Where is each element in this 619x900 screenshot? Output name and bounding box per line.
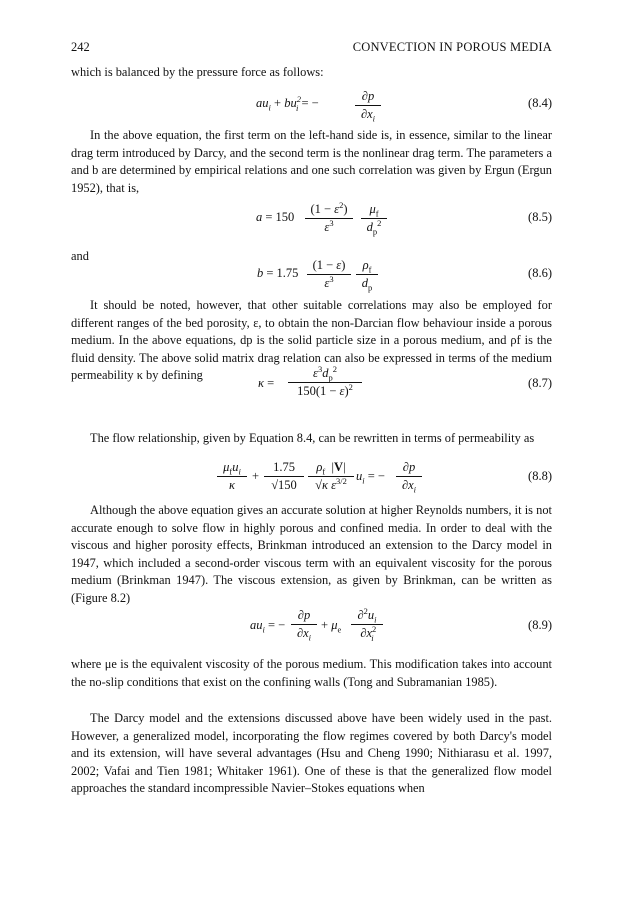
eq-8-9-visc: + $\mu_e$ [321, 618, 342, 635]
paragraph-brinkman: Although the above equation gives an accurate solution at higher Reynolds numbers, it is not accurate enough to solve flow in highly porous and confined media. In order to deal with the viscous and higher porosity effects, Brinkman introduced an extension to the Darcy model in 1947, which included a second-order viscous term with an equivalent viscosity for the porous medium (Brinkman 1947). The viscous extension, as given by Brinkman, can be written as (Figure 8.2) [71, 503, 552, 605]
paragraph-equivalent-viscosity: where μe is the equivalent viscosity of the porous medium. This modification takes into account the no-slip conditions that exist on the confining walls (Tong and Subramanian 1985). [71, 657, 552, 689]
paragraph-ergun: In the above equation, the first term on the left-hand side is, in essence, similar to the linear drag term introduced by Darcy, and the second term is the nonlinear drag term. The parameters a and b are determined by empirical relations and one such correlation was given by Ergun (Ergun 1952), that is, [71, 128, 552, 195]
equation-8-6 [71, 254, 552, 294]
paragraph-permeability: The flow relationship, given by Equation 8.4, can be rewritten in terms of permeability as [90, 431, 535, 445]
eq-8-8-fraction-3: $\frac{\rho_f |V|}{√\kappa \varepsilon^{3/2}}$ [308, 460, 354, 493]
equation-8-8 [71, 458, 552, 502]
eq-8-5-number: (8.5) [528, 210, 552, 224]
running-title: CONVECTION IN POROUS MEDIA [352, 40, 552, 54]
page-number: 242 [71, 40, 90, 54]
eq-8-9-number: (8.9) [528, 618, 552, 632]
eq-8-9-fraction-2: $\frac{\partial^2u_i}{\partial x^2_i}$ [351, 608, 383, 641]
eq-8-4-fraction: $\frac{\partial p}{\partial x_i}$ [355, 89, 381, 122]
eq-8-8-fraction-4: $\frac{\partial p}{\partial x_i}$ [396, 460, 422, 493]
paragraph-correlations: It should be noted, however, that other suitable correlations may also be employed for different ranges of the bed porosity, ε, to obtain the non-Darcian flow behaviour inside a porous medium. In the above equations, dp is the solid particle size in a porous medium, and ρf is the fluid density. The above solid matrix drag relation can also be expressed in terms of the medium permeability κ by defining [71, 298, 552, 383]
eq-8-5-fraction-a: $\frac{(1 - \varepsilon^2)}{\varepsilon^3}$ [305, 202, 353, 235]
eq-8-7-fraction: $\frac{\varepsilon^3d_p^2}{150(1 - \varepsilon)^2}$ [288, 366, 362, 399]
paragraph-intro: which is balanced by the pressure force as follows: [71, 65, 324, 79]
paragraph-and: and [71, 249, 89, 263]
eq-8-6-lhs: b = 1.75 [257, 266, 299, 280]
eq-8-6-number: (8.6) [528, 266, 552, 280]
equation-8-9 [71, 604, 552, 652]
eq-8-6-fraction-a: $\frac{(1 - \varepsilon)}{\varepsilon^3}$ [307, 258, 351, 291]
eq-8-7-lhs: κ = [258, 376, 275, 390]
paragraph-generalized-model: The Darcy model and the extensions discussed above have been widely used in the past. However, a generalized model, incorporating the flow regimes covered by both Darcy's model and its extension, will have several advantages (Hsu and Cheng 1990; Nithiarasu et al. 1997, 2002; Vafai and Tien 1981; Whitaker 1961). One of these is that the generalized flow model approaches the standard incompressible Navier–Stokes equations when [71, 711, 552, 796]
eq-8-5-fraction-b: $\frac{\mu_f}{d_p^2}$ [361, 202, 387, 235]
eq-8-8-rhs: $u_i$ = − [356, 469, 385, 486]
equation-8-4 [71, 90, 552, 130]
equation-8-5 [71, 198, 552, 242]
eq-8-4-number: (8.4) [528, 96, 552, 110]
equation-8-7 [71, 364, 552, 408]
eq-8-9-fraction-1: $\frac{\partial p}{\partial x_i}$ [291, 608, 317, 641]
eq-8-8-number: (8.8) [528, 469, 552, 483]
eq-8-7-number: (8.7) [528, 376, 552, 390]
eq-8-8-fraction-1: $\mu_fu_i$ κ [217, 460, 247, 493]
eq-8-8-fraction-2: $\frac{1.75}{√150}$ [264, 460, 304, 493]
eq-8-5-lhs: a = 150 [256, 210, 295, 224]
eq-8-8-plus: + [252, 469, 260, 483]
running-header [71, 40, 552, 56]
eq-8-4-lhs: $au_i + bu^2_i$ = − [256, 93, 319, 113]
eq-8-6-fraction-b: $\frac{\rho_f}{d_p}$ [356, 258, 378, 291]
eq-8-9-lhs: $au_i$ = − [250, 618, 286, 635]
